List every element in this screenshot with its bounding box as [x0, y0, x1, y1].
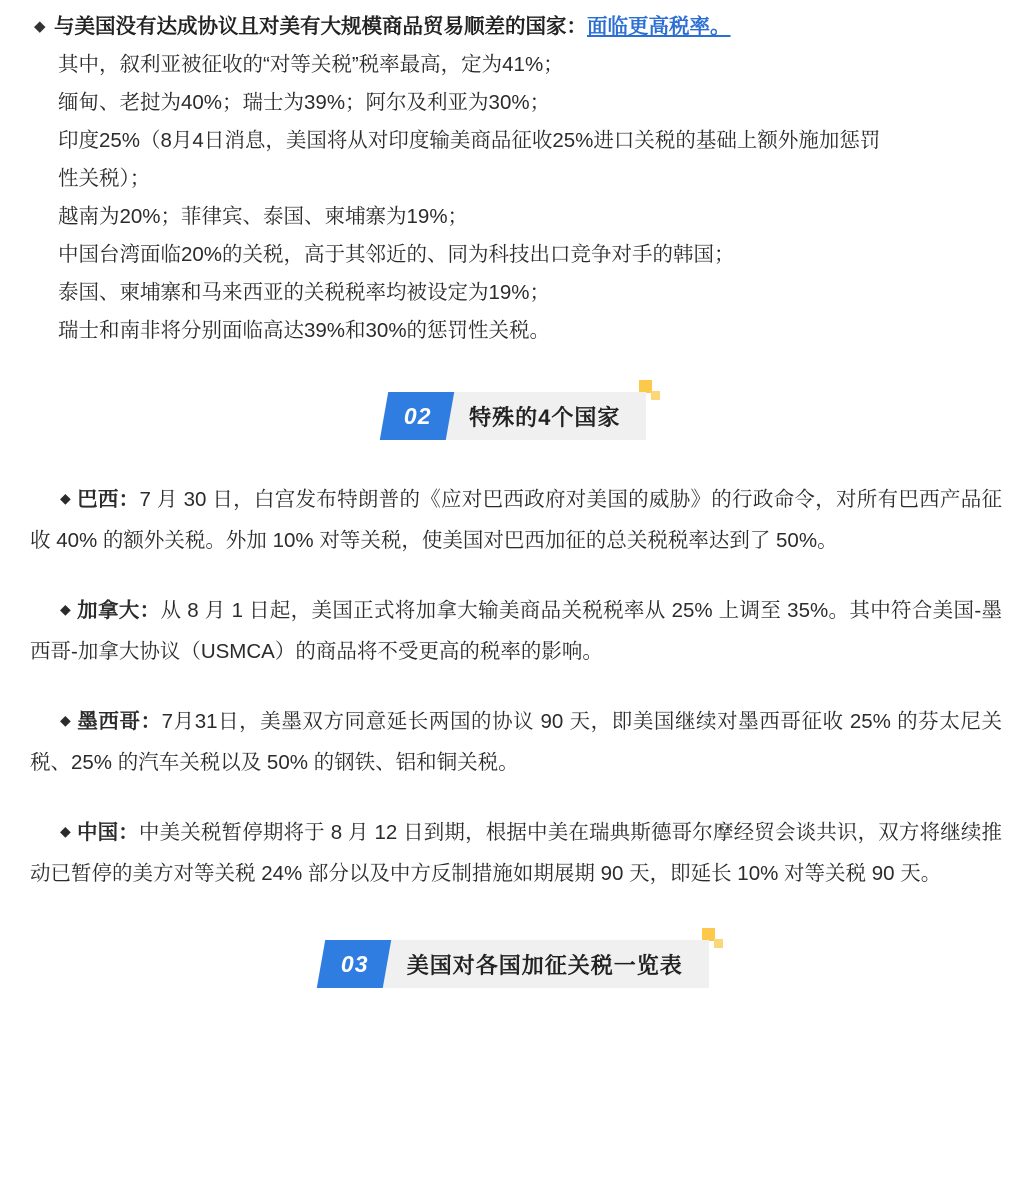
section-heading-02 [28, 392, 1002, 440]
country-name-mexico: 墨西哥： [77, 710, 162, 733]
section-number-02-text: 02 [403, 402, 432, 429]
section-heading-03 [28, 940, 1002, 988]
country-bullet-china-icon: ◆ [60, 823, 71, 839]
intro-block [28, 8, 1002, 350]
section-title-03: 美国对各国加征关税一览表 [373, 940, 709, 988]
country-body-canada: 从 8 月 1 日起，美国正式将加拿大输美商品关税税率从 25% 上调至 35%。其中符合美国-墨西哥-加拿大协议（USMCA）的商品将不受更高的税率的影响。 [30, 599, 1003, 663]
bottom-spacer [28, 998, 1002, 1014]
section-number-02 [379, 392, 453, 440]
intro-heading-link[interactable]: 面临更高税率。 [587, 15, 731, 38]
country-bullet-brazil-icon: ◆ [60, 490, 72, 506]
intro-line-1: 其中，叙利亚被征收的“对等关税”税率最高，定为41%； [58, 53, 564, 76]
country-bullet-canada-icon: ◆ [60, 601, 72, 617]
intro-bullet-heading [28, 8, 1002, 46]
country-name-brazil: 巴西： [77, 488, 140, 511]
country-name-china: 中国： [76, 821, 139, 844]
diamond-bullet-icon: ◆ [34, 18, 46, 35]
intro-line-2: 缅甸、老挝为40%；瑞士为39%；阿尔及利亚为30%； [58, 91, 551, 114]
country-paragraph-mexico [28, 702, 1002, 783]
country-body-china: 中美关税暂停期将于 8 月 12 日到期，根据中美在瑞典斯德哥尔摩经贸会谈共识，双方将继续推动已暂停的美方对等关税 24% 部分以及中方反制措施如期展期 90 天，即延长 10% 对等关税 90 天。 [30, 821, 1003, 885]
decoration-square-small-icon-2 [714, 939, 723, 948]
country-paragraph-canada [28, 591, 1002, 672]
countries-list [28, 480, 1002, 894]
decoration-square-small-icon [651, 391, 660, 400]
intro-line-6: 中国台湾面临20%的关税，高于其邻近的、同为科技出口竞争对手的韩国； [58, 243, 735, 266]
country-bullet-mexico-icon: ◆ [60, 712, 72, 728]
country-paragraph-china [28, 813, 1002, 894]
intro-line-7: 泰国、柬埔寨和马来西亚的关税税率均被设定为19%； [58, 281, 551, 304]
section-number-03 [317, 940, 391, 988]
country-body-mexico: 7月31日，美墨双方同意延长两国的协议 90 天，即美国继续对墨西哥征收 25% 的芬太尼关税、25% 的汽车关税以及 50% 的钢铁、铝和铜关税。 [30, 710, 1002, 774]
intro-line-3: 印度25%（8月4日消息，美国将从对印度输美商品征收25%进口关税的基础上额外施加惩罚 [58, 129, 881, 152]
country-paragraph-brazil [28, 480, 1002, 561]
intro-line-5: 越南为20%；菲律宾、泰国、柬埔寨为19%； [58, 205, 469, 228]
intro-heading-text: 与美国没有达成协议且对美有大规模商品贸易顺差的国家： [54, 15, 587, 38]
country-body-brazil: 7 月 30 日，白宫发布特朗普的《应对巴西政府对美国的威胁》的行政命令，对所有巴西产品征收 40% 的额外关税。外加 10% 对等关税，使美国对巴西加征的总关税税率达到了 50%。 [30, 488, 1002, 552]
intro-line-8: 瑞士和南非将分别面临高达39%和30%的惩罚性关税。 [58, 319, 551, 342]
intro-line-4: 性关税）； [58, 167, 151, 190]
country-name-canada: 加拿大： [77, 599, 161, 622]
section-title-02: 特殊的4个国家 [435, 392, 646, 440]
section-number-03-text: 03 [341, 950, 369, 977]
